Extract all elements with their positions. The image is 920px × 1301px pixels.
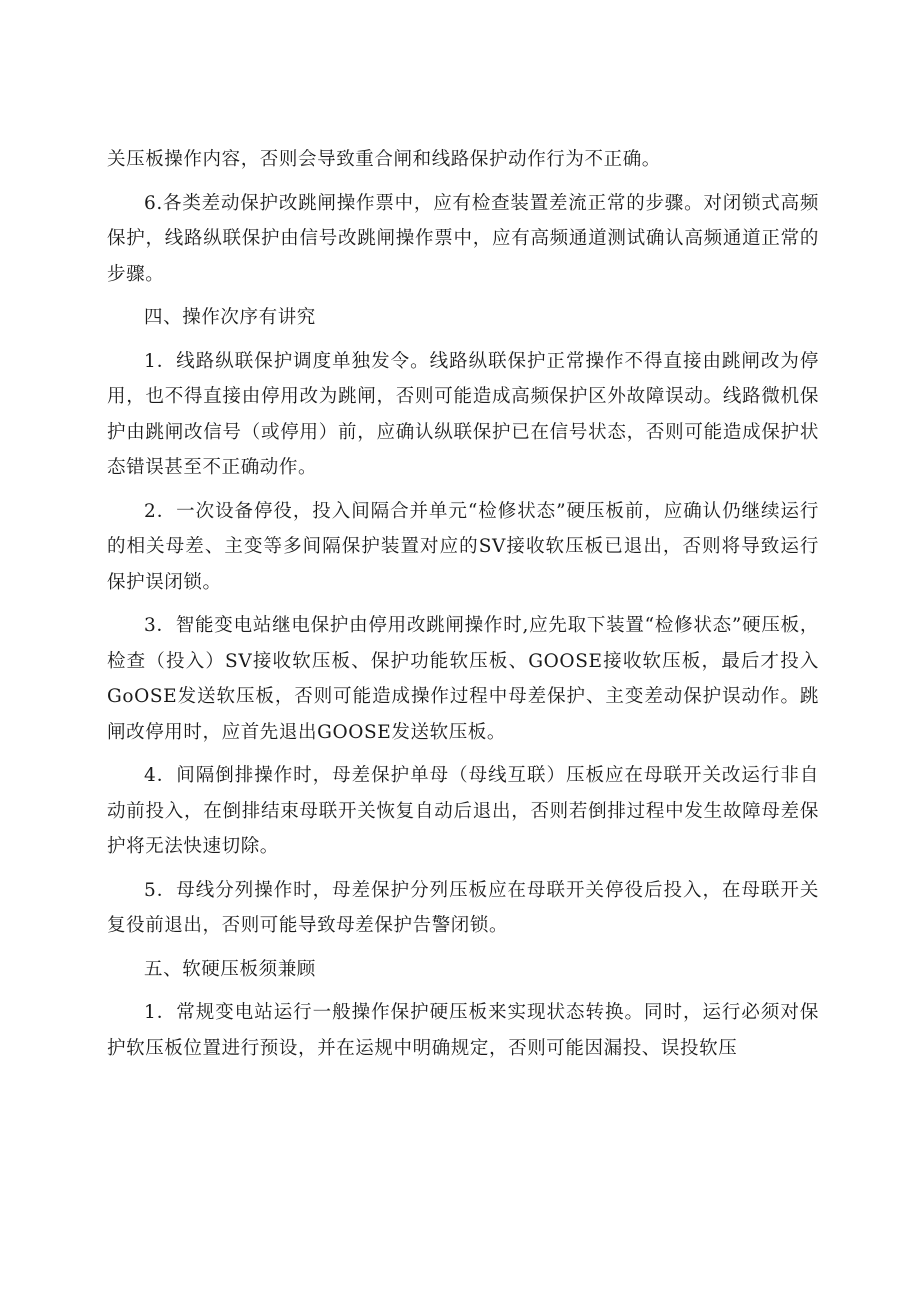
section-heading-4: 四、操作次序有讲究: [144, 307, 316, 328]
section-heading-5: 五、软硬压板须兼顾: [144, 958, 316, 980]
paragraph-item-4: 4．间隔倒排操作时，母差保护单母（母线互联）压板应在母联开关改运行非自动前投入，在倒排结束母联开关恢复自动后退出，否则若倒排过程中发生故障母差保护将无法快速切除。: [107, 765, 819, 857]
paragraph-item-1-section-5: 1．常规变电站运行一般操作保护硬压板来实现状态转换。同时，运行必须对保护软压板位置进行预设，并在运规中明确规定，否则可能因漏投、误投软压: [107, 1002, 819, 1059]
paragraph-item-5: 5．母线分列操作时，母差保护分列压板应在母联开关停役后投入，在母联开关复役前退出，否则可能导致母差保护告警闭锁。: [107, 879, 819, 936]
paragraph-item-3: 3．智能变电站继电保护由停用改跳闸操作时,应先取下装置“检修状态”硬压板，检查（投入）SV接收软压板、保护功能软压板、GOOSE接收软压板，最后才投入GoOSE发送软压板，否则可能造成操作过程中母差保护、主变差动保护误动作。跳闸改停用时，应首先退出GOOSE发送软压板。: [107, 615, 819, 743]
document-body: [107, 142, 819, 1074]
paragraph-item-2: 2．一次设备停役，投入间隔合并单元“检修状态”硬压板前，应确认仍继续运行的相关母差、主变等多间隔保护装置对应的SV接收软压板已退出，否则将导致运行保护误闭锁。: [107, 500, 819, 593]
paragraph-item-1: 1．线路纵联保护调度单独发令。线路纵联保护正常操作不得直接由跳闸改为停用，也不得直接由停用改为跳闸，否则可能造成高频保护区外故障误动。线路微机保护由跳闸改信号（或停用）前，应确认纵联保护已在信号状态，否则可能造成保护状态错误甚至不正确动作。: [107, 350, 819, 478]
paragraph-continuation: 关压板操作内容，否则会导致重合闸和线路保护动作行为不正确。: [107, 149, 661, 170]
paragraph-item-6: 6.各类差动保护改跳闸操作票中，应有检查装置差流正常的步骤。对闭锁式高频保护，线路纵联保护由信号改跳闸操作票中，应有高频通道测试确认高频通道正常的步骤。: [107, 192, 819, 285]
